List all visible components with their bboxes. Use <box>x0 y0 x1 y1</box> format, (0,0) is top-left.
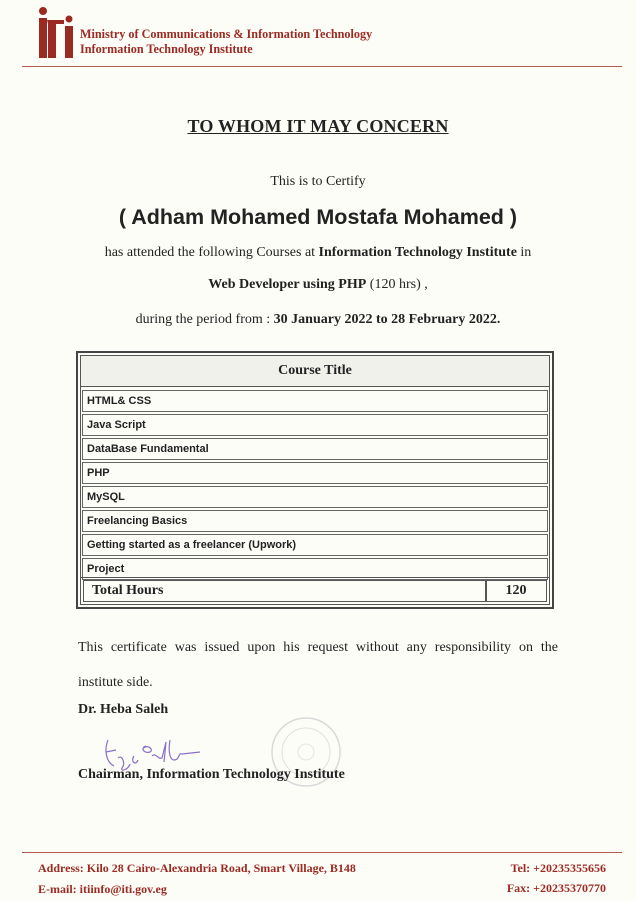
certify-text: This is to Certify <box>270 174 366 189</box>
footer-divider <box>22 852 622 853</box>
course-row: Java Script <box>82 414 548 436</box>
course-row: PHP <box>82 462 548 484</box>
chairman-title: Chairman, Information Technology Institute <box>78 767 345 782</box>
org-line-institute: Information Technology Institute <box>80 42 253 56</box>
header-divider <box>22 66 622 67</box>
total-hours-label: Total Hours <box>83 580 487 602</box>
course-row: Freelancing Basics <box>82 510 548 532</box>
course-row: Getting started as a freelancer (Upwork) <box>82 534 548 556</box>
footer-fax: Fax: +20235370770 <box>506 881 606 895</box>
course-row: MySQL <box>82 486 548 508</box>
course-list <box>81 387 549 580</box>
track-suffix: , <box>420 277 428 292</box>
period-dates: 30 January 2022 to 28 February 2022. <box>273 312 501 327</box>
period-text <box>0 312 636 328</box>
courses-table <box>76 351 554 609</box>
recipient-name: ( Adham Mohamed Mostafa Mohamed ) <box>118 205 518 229</box>
organization-name <box>80 27 372 57</box>
track-text <box>0 277 636 293</box>
total-row <box>81 577 549 604</box>
course-row: Project <box>82 558 548 580</box>
signer-name: Dr. Heba Saleh <box>78 702 169 717</box>
footer-address: Address: Kilo 28 Cairo-Alexandria Road, Smart Village, B148 <box>38 861 356 875</box>
issued-line-2: institute side. <box>78 675 153 690</box>
institute-name: Information Technology Institute <box>318 245 517 260</box>
course-row: DataBase Fundamental <box>82 438 548 460</box>
document-title: TO WHOM IT MAY CONCERN <box>187 116 449 136</box>
track-hours: (120 hrs) <box>366 277 421 292</box>
total-hours-value: 120 <box>485 580 547 602</box>
period-prefix: during the period from : <box>135 312 274 327</box>
attended-text <box>0 245 636 261</box>
footer-email: E-mail: itiinfo@iti.gov.eg <box>38 882 167 896</box>
footer-telephone: Tel: +20235355656 <box>510 861 606 875</box>
attended-prefix: has attended the following Courses at <box>104 245 319 260</box>
courses-table-inner <box>80 355 550 605</box>
course-row: HTML& CSS <box>82 390 548 412</box>
org-line-ministry: Ministry of Communications & Information Technology <box>80 27 373 41</box>
attended-suffix: in <box>516 245 532 260</box>
iti-logo-icon <box>36 6 78 64</box>
issued-statement <box>78 630 558 700</box>
track-name: Web Developer using PHP <box>208 277 367 292</box>
issued-line-1: This certificate was issued upon his request without any responsibility on the <box>78 640 558 655</box>
course-title-header: Course Title <box>81 356 549 387</box>
